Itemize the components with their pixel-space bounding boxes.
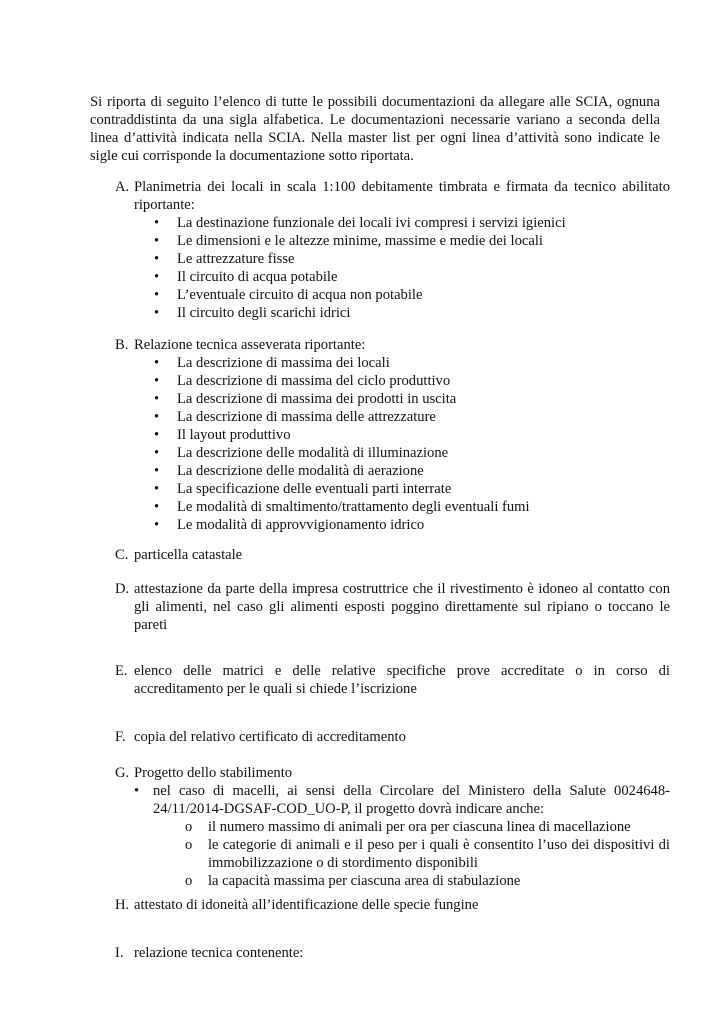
list-item: • Il circuito di acqua potabile	[154, 269, 338, 285]
bullet-icon: •	[134, 783, 140, 799]
section-letter: E.	[115, 663, 128, 679]
list-item: • La descrizione delle modalità di illuminazione	[154, 445, 449, 461]
bullet-icon: •	[154, 481, 160, 497]
list-item: • La specificazione delle eventuali parti interrate	[154, 481, 452, 497]
list-item: • L’eventuale circuito di acqua non potabile	[154, 287, 423, 303]
list-item: • La descrizione di massima dei prodotti in uscita	[154, 391, 457, 407]
section-g-sublist	[134, 818, 670, 890]
bullet-icon: •	[154, 215, 160, 231]
section-f	[90, 728, 670, 746]
section-a	[90, 178, 670, 322]
bullet-icon: •	[154, 427, 160, 443]
sub-list-item: o le categorie di animali e il peso per i quali è consentito l’uso dei dispositivi di immobilizzazione o di stordimento disponibili	[185, 837, 670, 871]
section-a-list	[134, 214, 670, 322]
list-item: • Le modalità di approvvigionamento idrico	[154, 517, 425, 533]
section-e-text: elenco delle matrici e delle relative specifiche prove accreditate o in corso di accreditamento per le quali si chiede l’iscrizione	[134, 663, 670, 697]
bullet-icon: •	[154, 409, 160, 425]
bullet-icon: •	[154, 373, 160, 389]
list-item: • Le dimensioni e le altezze minime, massime e medie dei locali	[154, 233, 543, 249]
section-e	[90, 662, 670, 698]
list-item: • La descrizione di massima del ciclo produttivo	[154, 373, 451, 389]
section-b	[90, 336, 670, 534]
list-item: • La destinazione funzionale dei locali ivi compresi i servizi igienici	[154, 215, 566, 231]
section-g	[90, 764, 670, 890]
section-letter: F.	[115, 729, 126, 745]
circle-bullet-icon: o	[185, 873, 193, 889]
bullet-icon: •	[154, 251, 160, 267]
section-h-text: attestato di idoneità all’identificazione delle specie fungine	[134, 897, 479, 913]
section-d	[90, 580, 670, 634]
sub-list-item: o il numero massimo di animali per ora per ciascuna linea di macellazione	[185, 819, 631, 835]
bullet-icon: •	[154, 391, 160, 407]
bullet-icon: •	[154, 355, 160, 371]
bullet-icon: •	[154, 463, 160, 479]
bullet-icon: •	[154, 233, 160, 249]
section-c-text: particella catastale	[134, 547, 243, 563]
bullet-icon: •	[154, 445, 160, 461]
list-item: • Le modalità di smaltimento/trattamento degli eventuali fumi	[154, 499, 530, 515]
section-letter: H.	[115, 897, 130, 913]
list-item: • La descrizione delle modalità di aerazione	[154, 463, 424, 479]
section-c	[90, 546, 670, 564]
list-item: • Le attrezzature fisse	[154, 251, 295, 267]
bullet-icon: •	[154, 305, 160, 321]
section-i	[90, 944, 670, 962]
section-a-text: Planimetria dei locali in scala 1:100 debitamente timbrata e firmata da tecnico abilitato riportante:	[134, 179, 670, 213]
section-d-text: attestazione da parte della impresa costruttrice che il rivestimento è idoneo al contatto con gli alimenti, nel caso gli alimenti esposti poggino direttamente sul ripiano o toccano le pareti	[134, 581, 670, 633]
section-letter: C.	[115, 547, 129, 563]
bullet-icon: •	[154, 517, 160, 533]
section-b-list	[134, 354, 670, 534]
section-letter: G.	[115, 765, 130, 781]
circle-bullet-icon: o	[185, 837, 193, 853]
section-b-text: Relazione tecnica asseverata riportante:	[134, 337, 366, 353]
list-item: • La descrizione di massima delle attrezzature	[154, 409, 436, 425]
section-f-text: copia del relativo certificato di accreditamento	[134, 729, 406, 745]
list-item: • Il layout produttivo	[154, 427, 291, 443]
section-h	[90, 896, 670, 914]
circle-bullet-icon: o	[185, 819, 193, 835]
list-item: • Il circuito degli scarichi idrici	[154, 305, 351, 321]
bullet-icon: •	[154, 287, 160, 303]
intro-paragraph: Si riporta di seguito l’elenco di tutte le possibili documentazioni da allegare alle SCIA, ognuna contraddistinta da una sigla alfabetica. Le documentazioni necessarie variano a seconda della linea d’attività indicata nella SCIA. Nella master list per ogni linea d’attività sono indicate le sigle cui corrisponde la documentazione sotto riportata.	[90, 94, 660, 164]
section-g-text: Progetto dello stabilimento	[134, 765, 293, 781]
section-letter: D.	[115, 581, 130, 597]
list-item: • La descrizione di massima dei locali	[154, 355, 390, 371]
section-i-text: relazione tecnica contenente:	[134, 945, 304, 961]
bullet-icon: •	[154, 499, 160, 515]
section-letter: B.	[115, 337, 129, 353]
bullet-icon: •	[154, 269, 160, 285]
section-letter: I.	[115, 945, 124, 961]
sub-list-item: o la capacità massima per ciascuna area di stabulazione	[185, 873, 521, 889]
section-letter: A.	[115, 179, 130, 195]
list-item: • nel caso di macelli, ai sensi della Circolare del Ministero della Salute 0024648-24/11/2014-DGSAF-COD_UO-P, il progetto dovrà indicare anche:	[134, 783, 670, 817]
